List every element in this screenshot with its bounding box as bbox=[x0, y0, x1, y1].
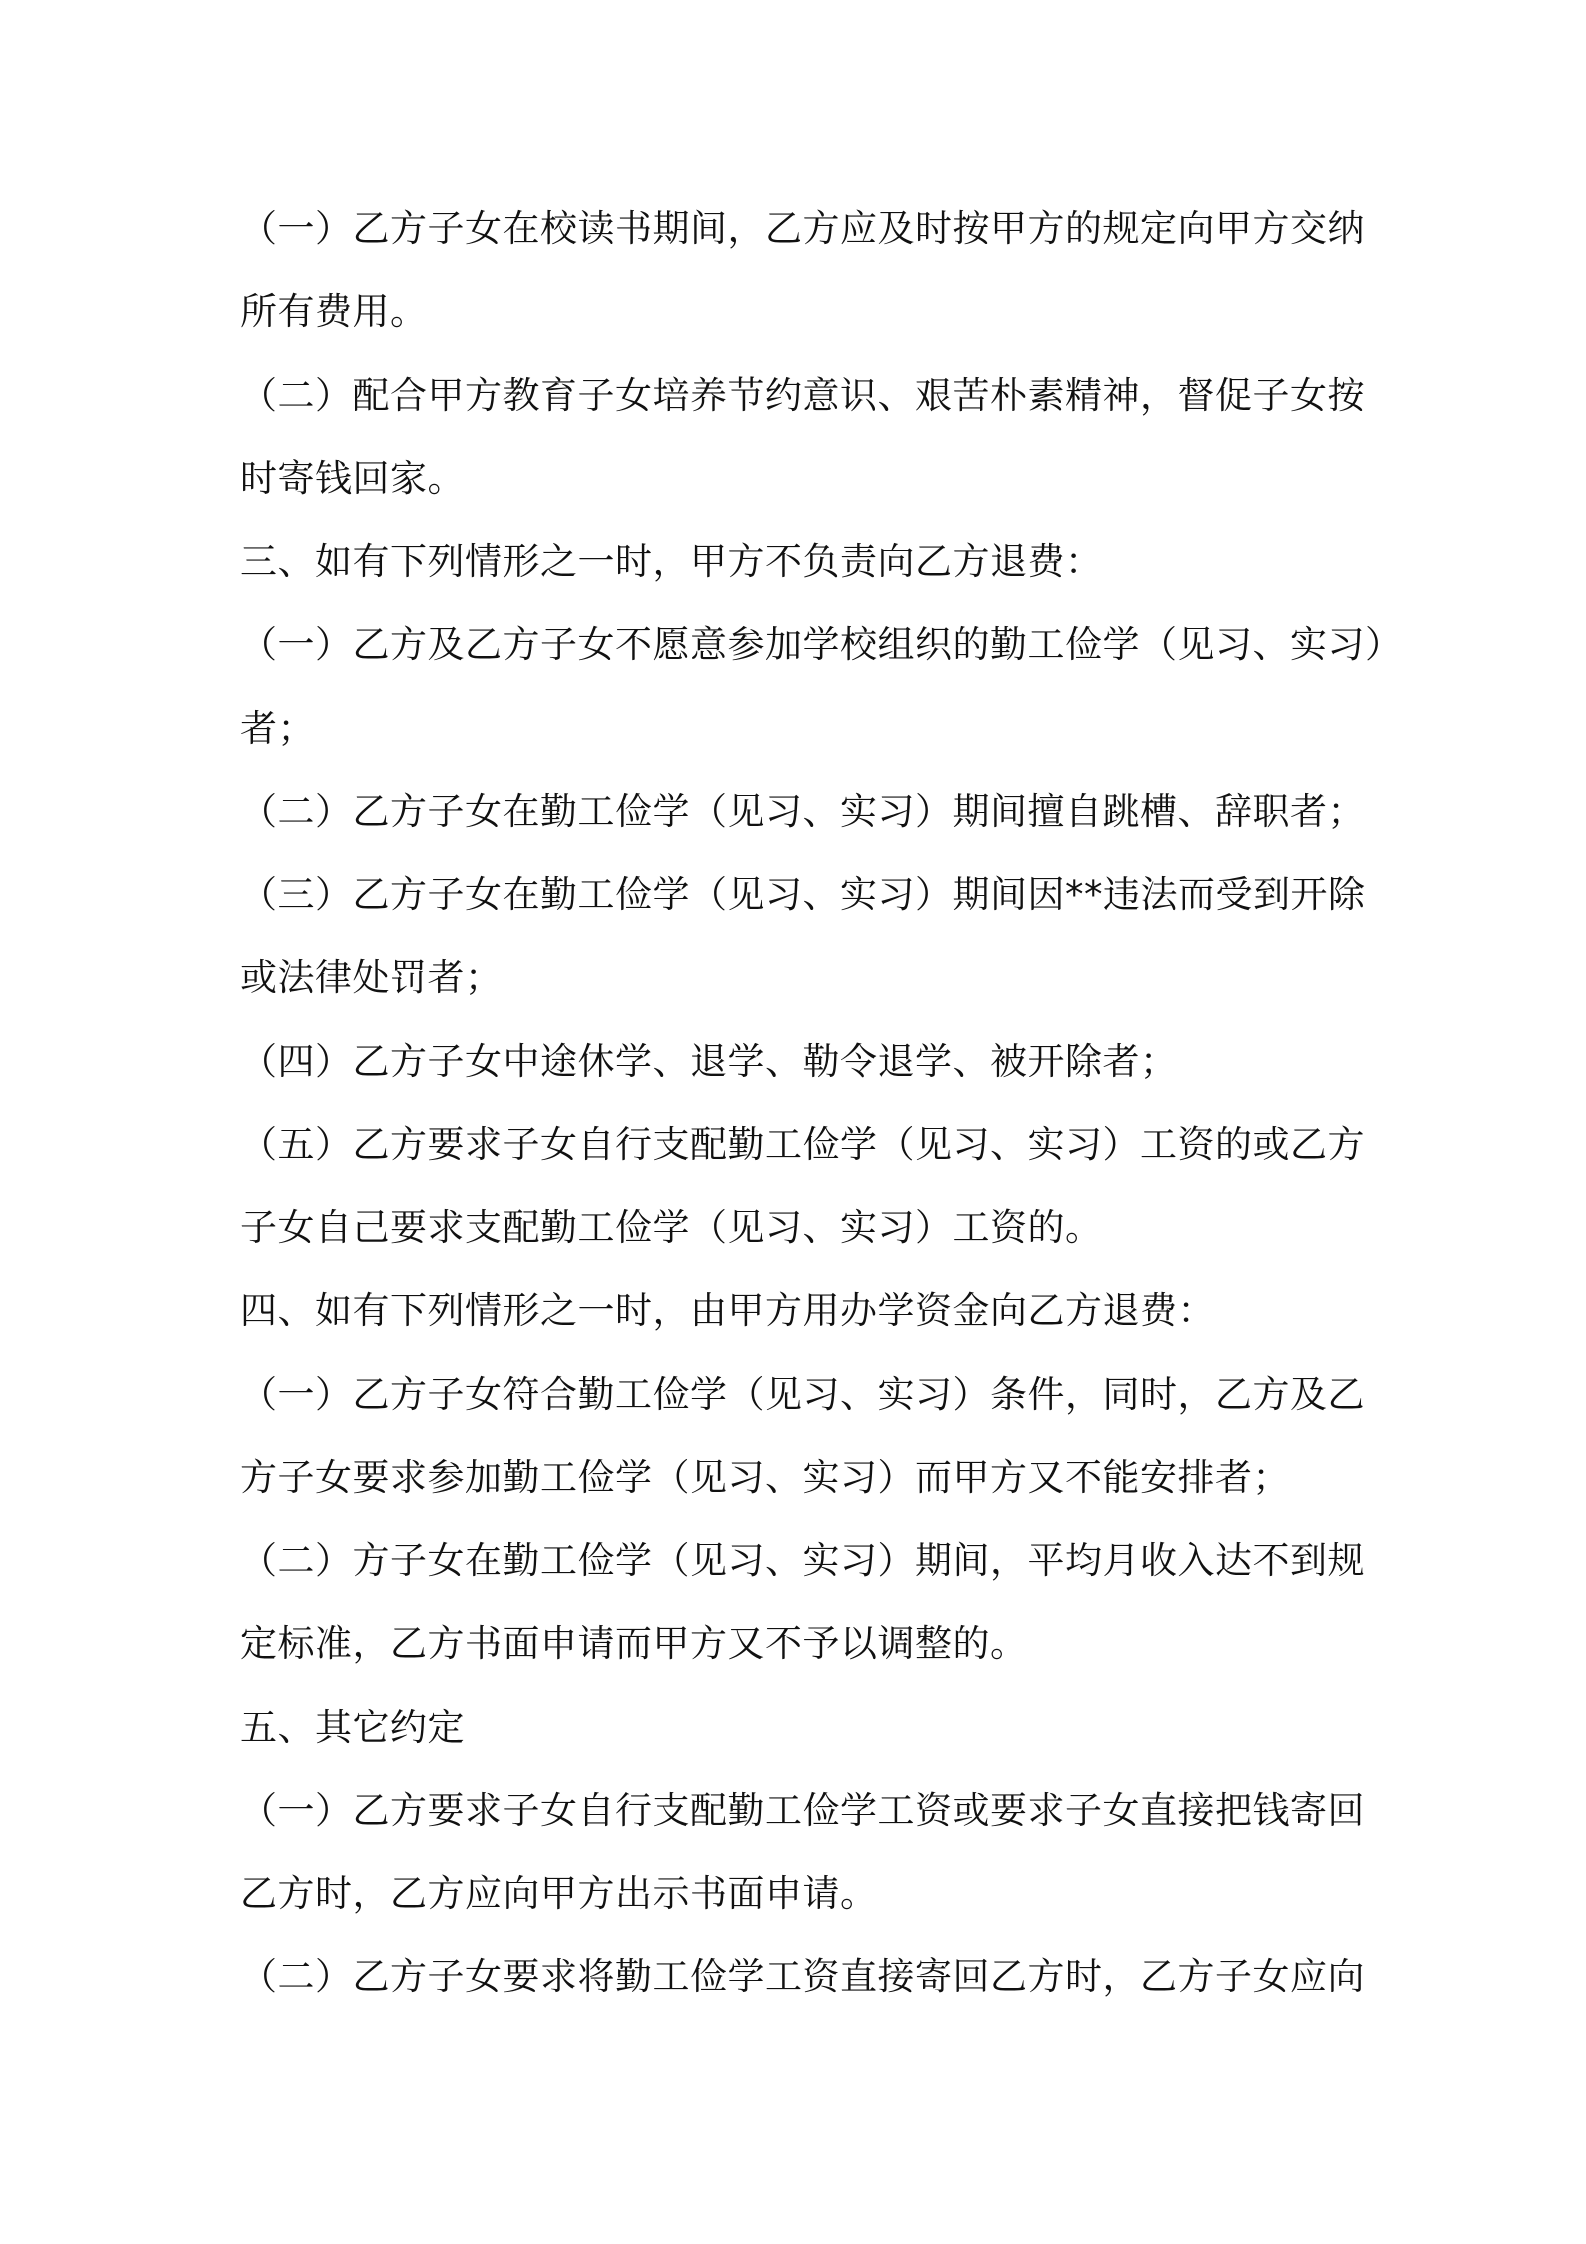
paragraph-line: （一）乙方子女符合勤工俭学（见习、实习）条件，同时，乙方及乙 bbox=[240, 1373, 1365, 1416]
paragraph-line: （五）乙方要求子女自行支配勤工俭学（见习、实习）工资的或乙方 bbox=[240, 1123, 1365, 1166]
paragraph-line: （二）配合甲方教育子女培养节约意识、艰苦朴素精神，督促子女按 bbox=[240, 374, 1365, 417]
paragraph-line: 子女自己要求支配勤工俭学（见习、实习）工资的。 bbox=[240, 1206, 1103, 1249]
paragraph-line: （四）乙方子女中途休学、退学、勒令退学、被开除者； bbox=[240, 1040, 1178, 1083]
paragraph-line: 乙方时，乙方应向甲方出示书面申请。 bbox=[240, 1872, 878, 1915]
paragraph-line: 时寄钱回家。 bbox=[240, 457, 465, 500]
paragraph-line: 所有费用。 bbox=[240, 290, 428, 333]
paragraph-line: （二）乙方子女要求将勤工俭学工资直接寄回乙方时，乙方子女应向 bbox=[240, 1955, 1365, 1998]
paragraph-line: （二）乙方子女在勤工俭学（见习、实习）期间擅自跳槽、辞职者； bbox=[240, 790, 1365, 833]
section-heading: 四、如有下列情形之一时，由甲方用办学资金向乙方退费： bbox=[240, 1289, 1215, 1332]
paragraph-line: （一）乙方及乙方子女不愿意参加学校组织的勤工俭学（见习、实习） bbox=[240, 623, 1403, 666]
paragraph-line: 定标准，乙方书面申请而甲方又不予以调整的。 bbox=[240, 1622, 1028, 1665]
paragraph-line: （一）乙方子女在校读书期间，乙方应及时按甲方的规定向甲方交纳 bbox=[240, 207, 1365, 250]
paragraph-line: 方子女要求参加勤工俭学（见习、实习）而甲方又不能安排者； bbox=[240, 1456, 1290, 1499]
section-heading: 三、如有下列情形之一时，甲方不负责向乙方退费： bbox=[240, 540, 1103, 583]
section-heading: 五、其它约定 bbox=[240, 1706, 465, 1749]
paragraph-line: （二）方子女在勤工俭学（见习、实习）期间，平均月收入达不到规 bbox=[240, 1539, 1365, 1582]
paragraph-line: （三）乙方子女在勤工俭学（见习、实习）期间因**违法而受到开除 bbox=[240, 873, 1366, 916]
paragraph-line: 者； bbox=[240, 707, 315, 750]
paragraph-line: （一）乙方要求子女自行支配勤工俭学工资或要求子女直接把钱寄回 bbox=[240, 1789, 1365, 1832]
paragraph-line: 或法律处罚者； bbox=[240, 956, 503, 999]
